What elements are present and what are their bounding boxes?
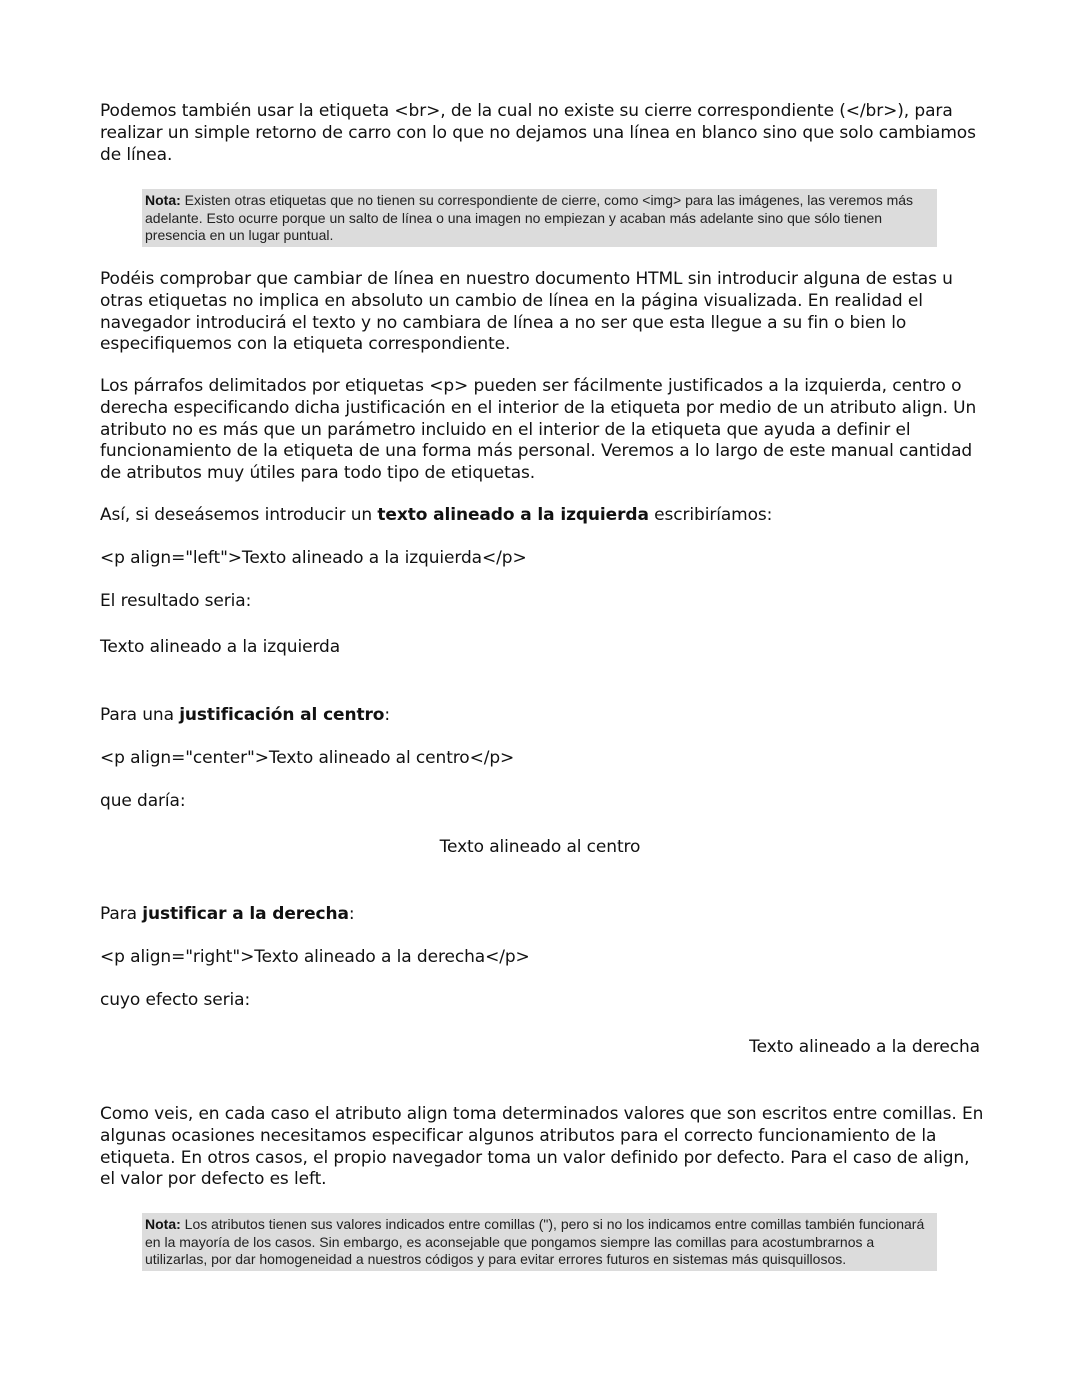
code-right: <p align="right">Texto alineado a la derecha</p> bbox=[100, 947, 530, 967]
result-left: Texto alineado a la izquierda bbox=[100, 637, 341, 657]
note-label: Nota: bbox=[145, 192, 181, 208]
text: Así, si deseásemos introducir un bbox=[100, 505, 378, 525]
paragraph-right-intro bbox=[100, 904, 985, 926]
note-text: Existen otras etiquetas que no tienen su correspondiente de cierre, como <img> para las imágenes, las veremos más adelante. Esto ocurre porque un salto de línea o una imagen no empiezan y acaban más adelante sino que sólo tienen presencia en un lugar puntual. bbox=[145, 192, 914, 243]
result-center: Texto alineado al centro bbox=[439, 837, 641, 857]
text: : bbox=[348, 904, 355, 924]
note-label: Nota: bbox=[145, 1216, 181, 1232]
paragraph-br: Podemos también usar la etiqueta <br>, de la cual no existe su cierre correspondiente (</br>), para realizar un simple retorno de carro con lo que no dejamos una línea en blanco sino que solo cambiamos de línea. bbox=[100, 101, 976, 165]
code-left: <p align="left">Texto alineado a la izquierda</p> bbox=[100, 548, 527, 568]
paragraph-left-intro bbox=[100, 505, 985, 527]
result-center-label: que daría: bbox=[100, 791, 186, 811]
result-right-label: cuyo efecto seria: bbox=[100, 990, 251, 1010]
paragraph-default-values: Como veis, en cada caso el atributo align toma determinados valores que son escritos entre comillas. En algunas ocasiones necesitamos especificar algunos atributos para el correcto funcionamiento de la etiqueta. En otros casos, el propio navegador toma un valor definido por defecto. Para el caso de align, el valor por defecto es left. bbox=[100, 1104, 984, 1190]
paragraph-center-intro bbox=[100, 705, 985, 727]
note-box bbox=[142, 1213, 937, 1271]
bold-text: texto alineado a la izquierda bbox=[377, 505, 649, 525]
text: : bbox=[384, 705, 391, 725]
text: Para una bbox=[100, 705, 180, 725]
code-center: <p align="center">Texto alineado al centro</p> bbox=[100, 748, 515, 768]
bold-text: justificar a la derecha bbox=[142, 904, 349, 924]
text: Para bbox=[100, 904, 143, 924]
note-box bbox=[142, 189, 937, 247]
bold-text: justificación al centro bbox=[179, 705, 385, 725]
paragraph-line-breaks: Podéis comprobar que cambiar de línea en nuestro documento HTML sin introducir alguna de estas u otras etiquetas no implica en absoluto un cambio de línea en la página visualizada. En realidad el navegador introducirá el texto y no cambiara de línea a no ser que esta llegue a su fin o bien lo especifiquemos con la etiqueta correspondiente. bbox=[100, 269, 953, 355]
text: escribiríamos: bbox=[648, 505, 773, 525]
paragraph-align-attribute: Los párrafos delimitados por etiquetas <p> pueden ser fácilmente justificados a la izquierda, centro o derecha especificando dicha justificación en el interior de la etiqueta por medio de un atributo align. Un atributo no es más que un parámetro incluido en el interior de la etiqueta que ayuda a definir el funcionamiento de la etiqueta de una forma más personal. Veremos a lo largo de este manual cantidad de atributos muy útiles para todo tipo de etiquetas. bbox=[100, 376, 977, 484]
result-right: Texto alineado a la derecha bbox=[749, 1037, 980, 1057]
note-text: Los atributos tienen sus valores indicados entre comillas ("), pero si no los indicamos entre comillas también funcionará en la mayoría de los casos. Sin embargo, es aconsejable que pongamos siempre las comillas para acostumbrarnos a utilizarlas, por dar homogeneidad a nuestros códigos y para evitar errores futuros en sistemas más quisquillosos. bbox=[145, 1216, 925, 1267]
result-left-label: El resultado seria: bbox=[100, 591, 252, 611]
